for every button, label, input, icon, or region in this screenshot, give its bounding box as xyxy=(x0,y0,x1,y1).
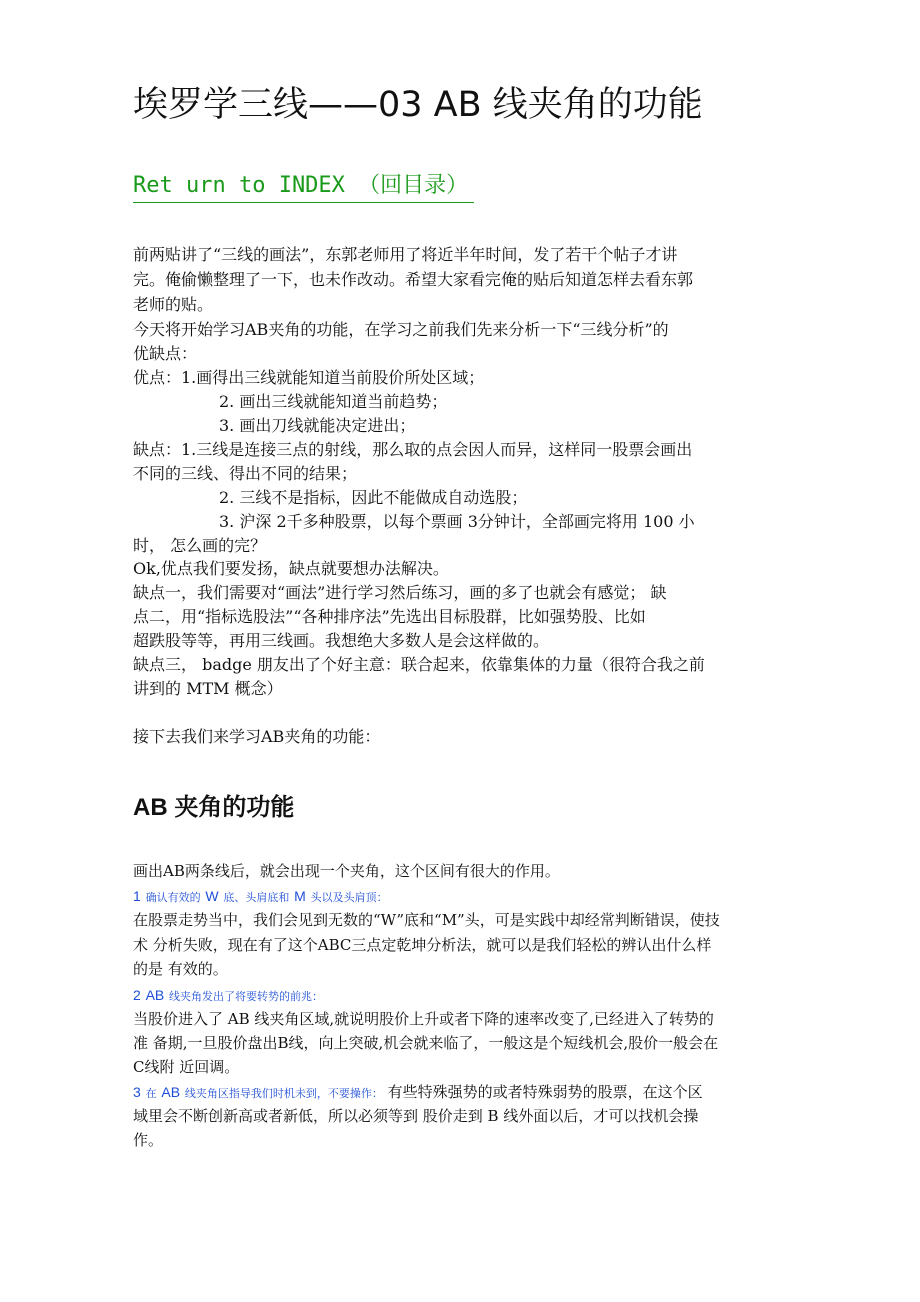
intro-line: 优点：1.画得出三线就能知道当前股价所处区域； xyxy=(133,368,485,387)
item-number: 2 xyxy=(133,987,141,1003)
page-title: 埃罗学三线——03 AB 线夹角的功能 xyxy=(133,85,703,125)
intro-line: 优缺点： xyxy=(133,344,198,363)
return-to-index-link[interactable]: Ret urn to INDEX （回目录） xyxy=(133,170,474,203)
item-1-line: 术 分析失败，现在有了这个ABC三点定乾坤分析法，就可以是我们轻松的辨认出什么样 xyxy=(133,936,712,954)
intro-line: 缺点三， badge 朋友出了个好主意：联合起来，依靠集体的力量（很符合我之前 xyxy=(133,655,705,674)
intro-line: 3. 沪深 2千多种股票，以每个票画 3分钟计，全部画完将用 100 小 xyxy=(219,512,695,531)
intro-line: 完。俺偷懒整理了一下，也未作改动。希望大家看完俺的贴后知道怎样去看东郭 xyxy=(133,270,694,289)
intro-line: 缺点：1.三线是连接三点的射线，那么取的点会因人而异，这样同一股票会画出 xyxy=(133,440,693,459)
item-1-heading: 1 确认有效的 W 底、头肩底和 M 头以及头肩顶： xyxy=(133,888,388,904)
intro-line: 2. 三线不是指标，因此不能做成自动选股； xyxy=(219,488,528,507)
item-3-line: 作。 xyxy=(133,1131,164,1149)
section-heading: AB 夹角的功能 xyxy=(133,794,295,821)
intro-line: 讲到的 MTM 概念） xyxy=(133,679,283,698)
item-3-line: 域里会不断创新高或者新低，所以必须等到 股价走到 B 线外面以后，才可以找机会操 xyxy=(133,1107,699,1125)
intro-line: Ok,优点我们要发扬，缺点就要想办法解决。 xyxy=(133,559,449,578)
section-intro: 画出AB两条线后，就会出现一个夹角，这个区间有很大的作用。 xyxy=(133,862,560,880)
intro-line: 缺点一，我们需要对“画法”进行学习然后练习，画的多了也就会有感觉； 缺 xyxy=(133,583,667,602)
item-number: 3 xyxy=(133,1084,141,1100)
intro-line: 时， 怎么画的完？ xyxy=(133,536,267,555)
item-2-heading: 2 AB 线夹角发出了将要转势的前兆： xyxy=(133,987,324,1003)
intro-line: 超跌股等等，再用三线画。我想绝大多数人是会这样做的。 xyxy=(133,631,550,650)
item-1-line: 在股票走势当中，我们会见到无数的“W”底和“M”头，可是实践中却经常判断错误，使技 xyxy=(133,911,720,929)
transition-line: 接下去我们来学习AB夹角的功能： xyxy=(133,727,381,746)
intro-line: 老师的贴。 xyxy=(133,295,214,314)
intro-line: 不同的三线、得出不同的结果； xyxy=(133,464,358,483)
item-number: 1 xyxy=(133,888,141,904)
item-2-line: C线附 近回调。 xyxy=(133,1058,240,1076)
intro-line: 前两贴讲了“三线的画法”，东郭老师用了将近半年时间，发了若干个帖子才讲 xyxy=(133,245,678,264)
intro-line: 2. 画出三线就能知道当前趋势； xyxy=(219,392,448,411)
item-1-line: 的是 有效的。 xyxy=(133,960,228,978)
item-2-line: 准 备期,一旦股价盘出B线，向上突破,机会就来临了，一般这是个短线机会,股价一般会在 xyxy=(133,1034,719,1052)
item-2-line: 当股价进入了 AB 线夹角区域,就说明股价上升或者下降的速率改变了,已经进入了转势的 xyxy=(133,1010,714,1028)
intro-line: 3. 画出刀线就能决定进出； xyxy=(219,416,416,435)
item-3-heading: 3 在 AB 线夹角区指导我们时机未到，不要操作： 有些特殊强势的或者特殊弱势的股票，在这个区 xyxy=(133,1083,703,1101)
intro-line: 点二，用“指标选股法”“各种排序法”先选出目标股群，比如强势股、比如 xyxy=(133,607,646,626)
intro-line: 今天将开始学习AB夹角的功能，在学习之前我们先来分析一下“三线分析”的 xyxy=(133,320,669,339)
